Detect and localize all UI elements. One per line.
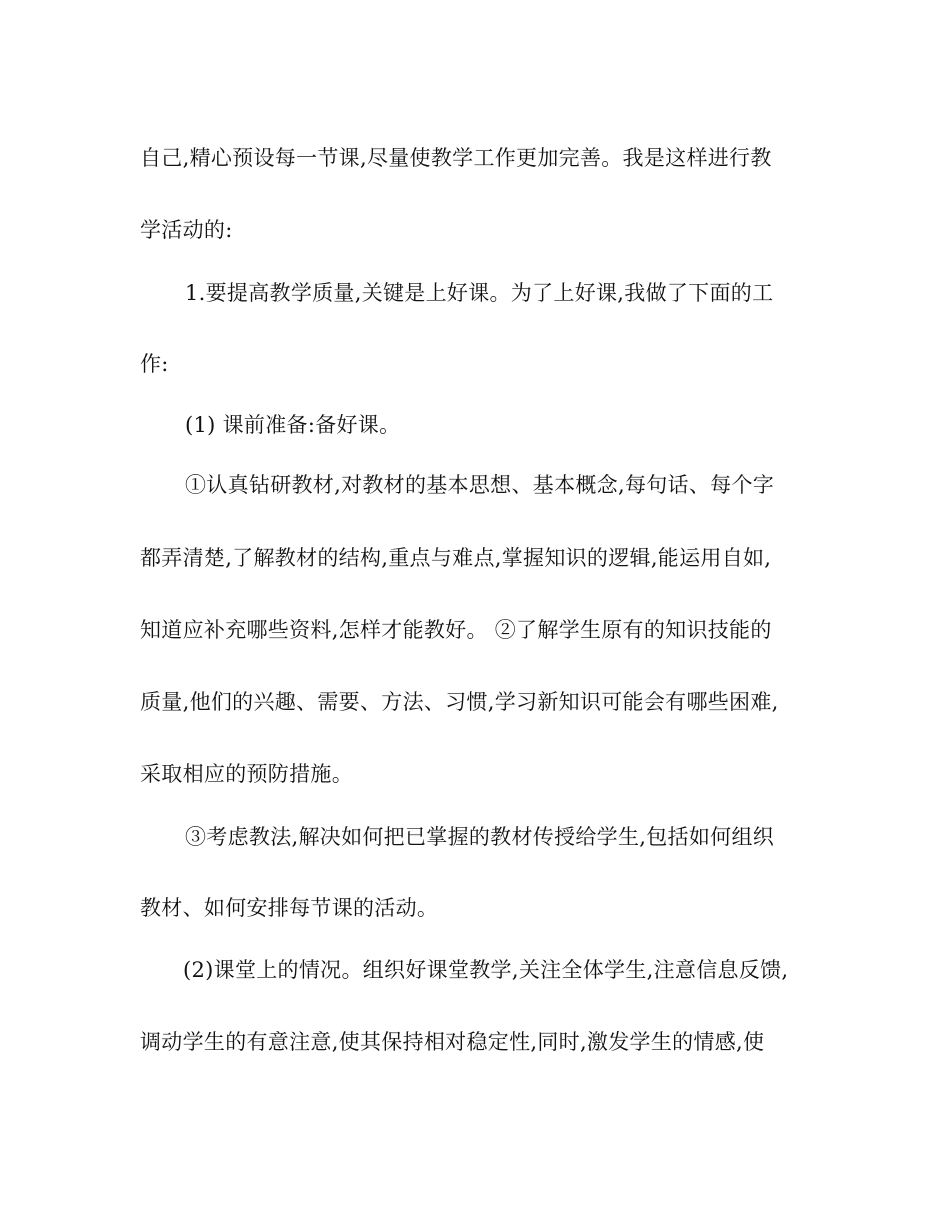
paragraph-line-11: ③考虑教法,解决如何把已掌握的教材传授给学生,包括如何组织	[185, 825, 775, 849]
paragraph-line-12: 教材、如何安排每节课的活动。	[140, 896, 439, 920]
paragraph-line-9: 质量,他们的兴趣、需要、方法、习惯,学习新知识可能会有哪些困难,	[140, 690, 779, 714]
paragraph-line-1: 自己,精心预设每一节课,尽量使教学工作更加完善。我是这样进行教	[140, 146, 772, 170]
paragraph-line-7: 都弄清楚,了解教材的结构,重点与难点,掌握知识的逻辑,能运用自如,	[140, 546, 772, 570]
paragraph-line-3: 1.要提高教学质量,关键是上好课。为了上好课,我做了下面的工	[185, 281, 774, 305]
paragraph-line-8: 知道应补充哪些资料,怎样才能教好。 ②了解学生原有的知识技能的	[140, 618, 772, 642]
paragraph-line-2: 学活动的:	[140, 218, 233, 242]
paragraph-line-5: (1) 课前准备:备好课。	[185, 413, 401, 437]
paragraph-line-4: 作:	[140, 352, 169, 376]
paragraph-line-6: ①认真钻研教材,对教材的基本思想、基本概念,每句话、每个字	[185, 473, 775, 497]
paragraph-line-13: (2)课堂上的情况。组织好课堂教学,关注全体学生,注意信息反馈,	[183, 958, 789, 982]
paragraph-line-10: 采取相应的预防措施。	[140, 762, 353, 786]
paragraph-line-14: 调动学生的有意注意,使其保持相对稳定性,同时,激发学生的情感,使	[140, 1030, 765, 1054]
